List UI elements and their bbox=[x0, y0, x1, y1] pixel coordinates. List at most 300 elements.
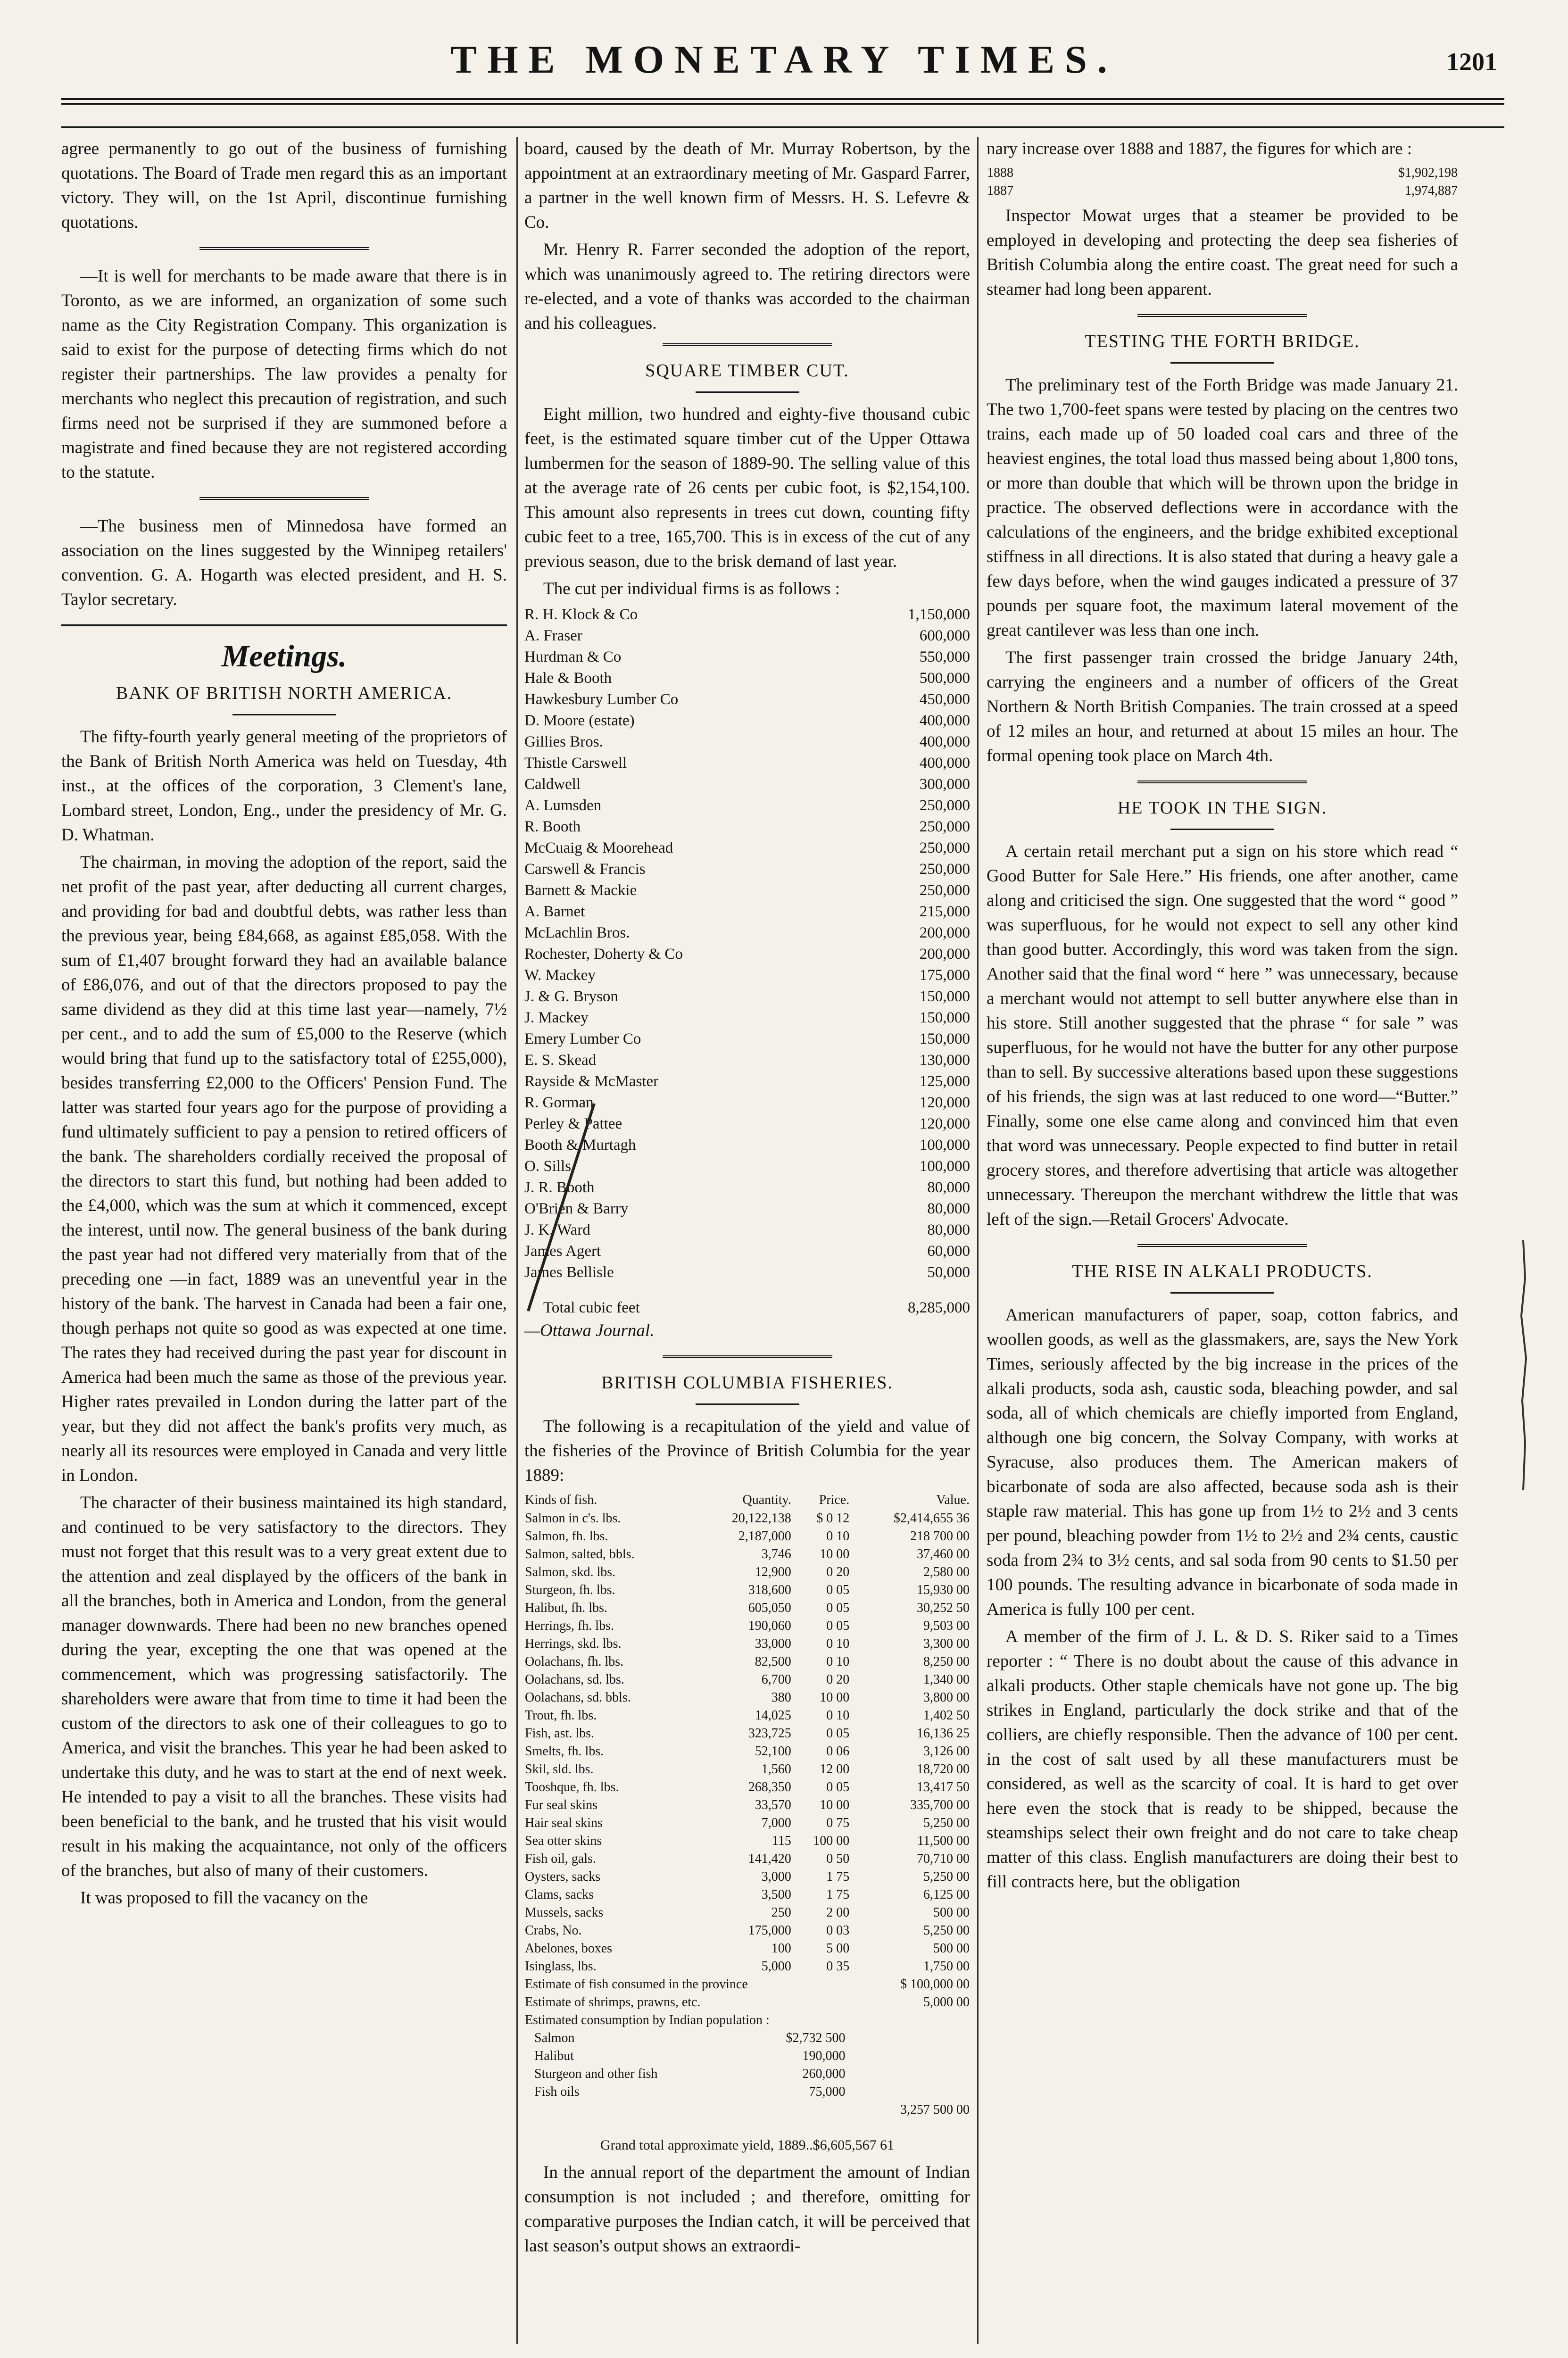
table-row bbox=[524, 1581, 970, 1599]
table-row bbox=[524, 604, 970, 625]
table-cell: Fur seal skins bbox=[525, 1798, 597, 1812]
table-row bbox=[524, 689, 970, 710]
table-row bbox=[524, 1071, 970, 1092]
table-cell: R. H. Klock & Co bbox=[524, 606, 638, 623]
paragraph: The chairman, in moving the adoption of the report, said the net profit of the past year, after deducting all current charges, and providing for bad and doubtful debts, was rather less than the previous year, being £84,668, as against £85,058. With the sum of £1,407 brought forward they had an available balance of £86,076, and out of that the directors proposed to pay the same dividend as they did at this time last year—namely, 7½ per cent., and to add the sum of £5,000 to the Reserve (which would bring that fund up to the satisfactory total of £255,000), besides transferring £2,000 to the Officers' Pension Fund. The latter was started four years ago for the purpose of providing a fund ultimately sufficient to pay a pension to retired officers of the bank. The shareholders cordially received the proposal of the directors to start this fund, but nothing had been added to the £4,000, which was the sum at which it commenced, except the interest, until now. The general business of the bank during the past year had not differed very materially from that of the preceding one —in fact, 1889 was an uneventful year in the history of the bank. The harvest in Canada had been a fair one, though perhaps not quite so good as was expected at one time. The rates they had received during the past year for discount in America had been much the same as those of the previous year. Higher rates prevailed in London during the latter part of the year, but they did not affect the bank's profits very much, as nearly all its resources were employed in Canada and very little in London. bbox=[61, 853, 507, 1485]
table-row bbox=[534, 2047, 846, 2065]
separator bbox=[663, 343, 832, 348]
indian-consumption-table bbox=[534, 2029, 846, 2101]
table-cell bbox=[871, 2011, 970, 2029]
table-cell: 250,000 bbox=[919, 797, 970, 814]
table-cell: Fish oil, gals. bbox=[525, 1852, 596, 1866]
table-cell: 50,000 bbox=[927, 1264, 970, 1281]
year-figures bbox=[987, 164, 1458, 200]
table-cell: Barnett & Mackie bbox=[524, 882, 637, 899]
table-cell: 190,000 bbox=[802, 2049, 846, 2063]
table-cell: 1,974,887 bbox=[1405, 183, 1458, 198]
table-cell: Gillies Bros. bbox=[524, 733, 603, 750]
table-cell: 130,000 bbox=[919, 1052, 970, 1069]
table-cell: 250,000 bbox=[919, 861, 970, 878]
masthead-title: THE MONETARY TIMES. bbox=[450, 38, 1118, 82]
table-cell: 100,000 bbox=[919, 1137, 970, 1154]
table-cell: 120,000 bbox=[919, 1115, 970, 1132]
table-cell: 12 00 bbox=[820, 1762, 850, 1777]
table-cell: 5,000 bbox=[761, 1959, 791, 1974]
table-cell: Smelts, fh. lbs. bbox=[525, 1744, 604, 1759]
table-cell: 37,460 00 bbox=[917, 1547, 970, 1561]
table-cell: 82,500 bbox=[755, 1654, 791, 1669]
table-cell: 1,402 50 bbox=[923, 1708, 970, 1723]
paragraph: —It is well for merchants to be made aware that there is in Toronto, as we are informed, an organization of some such name as the City Registration Company. This organization is said to exist for the purpose of detecting firms which do not register their partnerships. The law provides a penalty for merchants who neglect this precaution of registration, and such firms need not be surprised if they are summoned before a magistrate and fined because they are not registered according to the statute. bbox=[61, 266, 507, 482]
table-cell: 215,000 bbox=[919, 903, 970, 920]
paragraph: In the annual report of the department the amount of Indian consumption is not included ; and therefore, omitting for comparative purposes the Indian catch, it will be perceived that last season's output shows an extraordi- bbox=[524, 2163, 970, 2256]
table-row bbox=[524, 1528, 970, 1545]
column-header: Kinds of fish. bbox=[525, 1493, 597, 1507]
table-row bbox=[524, 1725, 970, 1743]
table-cell: Perley & Pattee bbox=[524, 1115, 622, 1132]
table-row bbox=[524, 1976, 970, 1993]
paragraph: Inspector Mowat urges that a steamer be provided to be employed in developing and protecting the deep sea fisheries of British Columbia along the entire coast. The great need for such a steamer had long been apparent. bbox=[987, 206, 1458, 299]
table-cell: McCuaig & Moorehead bbox=[524, 839, 673, 856]
table-cell: A. Barnet bbox=[524, 903, 585, 920]
table-cell: Salmon, salted, bbls. bbox=[525, 1547, 635, 1561]
table-cell: 200,000 bbox=[919, 924, 970, 941]
table-cell: 2,187,000 bbox=[738, 1529, 791, 1544]
table-cell: 0 10 bbox=[826, 1529, 850, 1544]
table-cell: 20,122,138 bbox=[731, 1511, 791, 1526]
table-cell: 141,420 bbox=[748, 1852, 791, 1866]
table-row bbox=[524, 1993, 970, 2011]
table-cell: 3,000 bbox=[761, 1869, 791, 1884]
separator bbox=[663, 1355, 832, 1360]
table-cell: 0 10 bbox=[826, 1708, 850, 1723]
table-cell: 605,050 bbox=[748, 1601, 791, 1615]
table-cell: 7,000 bbox=[761, 1816, 791, 1830]
table-cell: 500 00 bbox=[933, 1905, 970, 1920]
table-cell: 80,000 bbox=[927, 1179, 970, 1196]
table-cell: 5 00 bbox=[826, 1941, 850, 1956]
table-cell: Fish oils bbox=[534, 2084, 580, 2099]
table-row bbox=[524, 859, 970, 880]
table-cell: Estimated consumption by Indian population : bbox=[525, 2013, 770, 2027]
table-cell: W. Mackey bbox=[524, 967, 596, 984]
table-cell: Hair seal skins bbox=[525, 1816, 603, 1830]
table-cell: 6,125 00 bbox=[923, 1887, 970, 1902]
table-cell: Tooshque, fh. lbs. bbox=[525, 1780, 619, 1794]
table-cell: 1 75 bbox=[826, 1869, 850, 1884]
table-cell: 80,000 bbox=[927, 1200, 970, 1217]
table-cell: J. & G. Bryson bbox=[524, 988, 618, 1005]
source-credit: —Ottawa Journal. bbox=[524, 1321, 655, 1340]
table-row bbox=[524, 1760, 970, 1778]
table-cell: 3,126 00 bbox=[923, 1744, 970, 1759]
table-cell: 15,930 00 bbox=[917, 1583, 970, 1597]
section-title-meetings: Meetings. bbox=[221, 639, 347, 673]
table-cell: 0 50 bbox=[826, 1852, 850, 1866]
table-cell: 0 05 bbox=[826, 1619, 850, 1633]
table-cell: 335,700 00 bbox=[910, 1798, 970, 1812]
article-heading: TESTING THE FORTH BRIDGE. bbox=[1085, 332, 1360, 351]
table-cell: Salmon, fh. lbs. bbox=[525, 1529, 608, 1544]
table-cell: Hurdman & Co bbox=[524, 648, 622, 665]
table-cell: Oolachans, fh. lbs. bbox=[525, 1654, 624, 1669]
table-cell: E. S. Skead bbox=[524, 1052, 597, 1069]
indian-total-value: 3,257 500 00 bbox=[900, 2102, 970, 2117]
table-cell: 115 bbox=[772, 1834, 791, 1848]
table-cell: 5,000 00 bbox=[923, 1995, 970, 2009]
table-row bbox=[524, 710, 970, 731]
table-cell: 250 bbox=[771, 1905, 791, 1920]
table-cell: J. R. Booth bbox=[524, 1179, 595, 1196]
paragraph: The fifty-fourth yearly general meeting of the proprietors of the Bank of British North America was held on Tuesday, 4th inst., at the offices of the corporation, 3 Clement's lane, Lombard street, London, Eng., under the presidency of Mr. G. D. Whatman. bbox=[61, 727, 507, 845]
table-cell: 500 00 bbox=[933, 1941, 970, 1956]
table-cell: 0 10 bbox=[826, 1636, 850, 1651]
table-cell: 260,000 bbox=[802, 2067, 846, 2081]
table-cell: $ 100,000 00 bbox=[900, 1977, 970, 1992]
table-cell: 0 35 bbox=[826, 1959, 850, 1974]
table-cell: 1 75 bbox=[826, 1887, 850, 1902]
table-cell: 323,725 bbox=[748, 1726, 791, 1741]
table-row bbox=[524, 880, 970, 901]
table-cell: Oysters, sacks bbox=[525, 1869, 601, 1884]
separator bbox=[696, 1403, 799, 1405]
table-cell: Emery Lumber Co bbox=[524, 1030, 641, 1047]
table-row bbox=[987, 164, 1458, 182]
paragraph: nary increase over 1888 and 1887, the figures for which are : bbox=[987, 139, 1412, 158]
article-heading: HE TOOK IN THE SIGN. bbox=[1117, 798, 1327, 818]
table-cell: 0 20 bbox=[826, 1565, 850, 1579]
table-cell: Salmon bbox=[534, 2031, 575, 2045]
header-rule-top bbox=[61, 98, 1504, 100]
table-cell: 52,100 bbox=[755, 1744, 791, 1759]
table-cell: 1888 bbox=[987, 166, 1013, 180]
article-heading: SQUARE TIMBER CUT. bbox=[645, 361, 849, 381]
separator bbox=[1170, 1292, 1274, 1294]
paragraph: The first passenger train crossed the bridge January 24th, carrying the engineers and a number of officers of the Great Northern & North British Companies. The train crossed at a speed of 12 miles an hour, and returned at about 15 miles an hour. The formal opening took place on March 4th. bbox=[987, 648, 1458, 765]
column-header: Value. bbox=[936, 1493, 970, 1507]
table-cell: 60,000 bbox=[927, 1243, 970, 1260]
table-cell: 100,000 bbox=[919, 1158, 970, 1175]
table-cell: 2,580 00 bbox=[923, 1565, 970, 1579]
table-row bbox=[524, 668, 970, 689]
column-3 bbox=[987, 137, 1458, 1897]
table-cell: 5,250 00 bbox=[923, 1923, 970, 1938]
table-cell: 2 00 bbox=[826, 1905, 850, 1920]
table-cell: 3,800 00 bbox=[923, 1690, 970, 1705]
paragraph: The cut per individual firms is as follows : bbox=[543, 579, 840, 598]
table-cell: 10 00 bbox=[820, 1547, 850, 1561]
table-cell: Halibut, fh. lbs. bbox=[525, 1601, 607, 1615]
separator bbox=[1170, 829, 1274, 830]
table-row bbox=[524, 1671, 970, 1689]
table-cell: 400,000 bbox=[919, 733, 970, 750]
separator bbox=[1170, 362, 1274, 364]
table-cell: 190,060 bbox=[748, 1619, 791, 1633]
table-cell: A. Lumsden bbox=[524, 797, 602, 814]
table-row bbox=[524, 944, 970, 965]
total-label: Total cubic feet bbox=[543, 1299, 640, 1316]
paragraph: Eight million, two hundred and eighty-five thousand cubic feet, is the estimated square timber cut of the Upper Ottawa lumbermen for the season of 1889-90. The selling value of this at the average rate of 26 cents per cubic foot, is $2,154,100. This amount also represents in trees cut down, counting fifty cubic feet to a tree, 165,700. This is in excess of the cut of any previous season, due to the brisk demand of last year. bbox=[524, 405, 970, 571]
table-row bbox=[524, 1563, 970, 1581]
table-cell: 300,000 bbox=[919, 776, 970, 793]
table-row bbox=[524, 1545, 970, 1563]
table-row bbox=[524, 1689, 970, 1707]
table-cell: 30,252 50 bbox=[917, 1601, 970, 1615]
total-value: 8,285,000 bbox=[908, 1299, 970, 1316]
table-row bbox=[524, 625, 970, 647]
paragraph: agree permanently to go out of the business of furnishing quotations. The Board of Trade men regard this as an important victory. They will, on the 1st April, discontinue furnishing quotations. bbox=[61, 139, 507, 232]
table-cell: Abelones, boxes bbox=[525, 1941, 613, 1956]
table-cell: 175,000 bbox=[919, 967, 970, 984]
table-row bbox=[534, 2065, 846, 2083]
table-row bbox=[524, 753, 970, 774]
table-cell: 150,000 bbox=[919, 1030, 970, 1047]
column-header: Price. bbox=[819, 1493, 850, 1507]
table-row bbox=[524, 1050, 970, 1071]
table-cell: 600,000 bbox=[919, 627, 970, 644]
table-row bbox=[524, 986, 970, 1007]
column-1 bbox=[61, 137, 507, 1913]
paragraph: —The business men of Minnedosa have formed an association on the lines suggested by the Winnipeg retailers' convention. G. A. Hogarth was elected president, and H. S. Taylor secretary. bbox=[61, 516, 507, 609]
table-cell: 150,000 bbox=[919, 1009, 970, 1026]
table-cell: 6,700 bbox=[761, 1672, 791, 1687]
table-cell: 1,150,000 bbox=[908, 606, 970, 623]
table-row bbox=[524, 1635, 970, 1653]
table-row bbox=[524, 1940, 970, 1958]
table-cell: 250,000 bbox=[919, 882, 970, 899]
pen-stroke-mark bbox=[519, 1099, 599, 1316]
table-row bbox=[534, 2029, 846, 2047]
table-cell: O. Sills bbox=[524, 1158, 572, 1175]
separator bbox=[696, 391, 799, 393]
paragraph: A member of the firm of J. L. & D. S. Riker said to a Times reporter : “ There is no doubt about the cause of this advance in alkali products. Other staple chemicals have not gone up. The big strikes in England, particularly the dock strike and that of the colliers, are chiefly responsible. Then the advance of 100 per cent. in the cost of salt used by all these manufacturers must be considered, as well as the scarcity of coal. It is hard to get over here even the stock that is ready to be shipped, because the steamships select their own freight and do not care to take cheap matter of this class. English manufacturers are doing their best to fill contracts here, but the obligation bbox=[987, 1627, 1458, 1892]
table-row bbox=[524, 1886, 970, 1904]
paragraph: The following is a recapitulation of the yield and value of the fisheries of the Province of British Columbia for the year 1889: bbox=[524, 1417, 970, 1485]
table-cell: Isinglass, lbs. bbox=[525, 1959, 597, 1974]
table-cell: Salmon in c's. lbs. bbox=[525, 1511, 621, 1526]
table-cell: J. K. Ward bbox=[524, 1221, 590, 1238]
table-row bbox=[524, 1796, 970, 1814]
table-cell: 450,000 bbox=[919, 691, 970, 708]
page-number: 1201 bbox=[1446, 48, 1497, 76]
table-cell: Thistle Carswell bbox=[524, 755, 627, 772]
table-cell: Oolachans, sd. bbls. bbox=[525, 1690, 631, 1705]
table-cell: 33,570 bbox=[755, 1798, 791, 1812]
table-cell: 1,340 00 bbox=[923, 1672, 970, 1687]
table-cell: 175,000 bbox=[748, 1923, 791, 1938]
table-cell: 100 00 bbox=[813, 1834, 850, 1848]
table-cell: R. Gorman bbox=[524, 1094, 594, 1111]
table-cell: Clams, sacks bbox=[525, 1887, 594, 1902]
table-row bbox=[524, 1743, 970, 1760]
table-cell: Sturgeon and other fish bbox=[534, 2067, 658, 2081]
table-cell: 14,025 bbox=[755, 1708, 791, 1723]
table-cell: 400,000 bbox=[919, 755, 970, 772]
table-cell: Skil, sld. lbs. bbox=[525, 1762, 594, 1777]
table-cell: A. Fraser bbox=[524, 627, 582, 644]
article-heading: BANK OF BRITISH NORTH AMERICA. bbox=[116, 683, 453, 703]
article-heading: BRITISH COLUMBIA FISHERIES. bbox=[601, 1373, 893, 1393]
table-cell: Herrings, fh. lbs. bbox=[525, 1619, 614, 1633]
table-cell: James Agert bbox=[524, 1243, 601, 1260]
table-cell: $ 0 12 bbox=[816, 1511, 850, 1526]
table-cell: Herrings, skd. lbs. bbox=[525, 1636, 622, 1651]
table-cell: 8,250 00 bbox=[923, 1654, 970, 1669]
table-cell: Halibut bbox=[534, 2049, 574, 2063]
table-cell: 500,000 bbox=[919, 670, 970, 687]
table-row bbox=[524, 922, 970, 944]
table-cell: D. Moore (estate) bbox=[524, 712, 635, 729]
paragraph: It was proposed to fill the vacancy on the bbox=[80, 1888, 368, 1908]
table-cell: 80,000 bbox=[927, 1221, 970, 1238]
paragraph: board, caused by the death of Mr. Murray Robertson, by the appointment at an extraordinary meeting of Mr. Gaspard Farrer, a partner in the well known firm of Messrs. H. S. Lefevre & Co. bbox=[524, 139, 970, 232]
table-cell: Rochester, Doherty & Co bbox=[524, 946, 683, 963]
header-rule-bottom bbox=[61, 103, 1504, 105]
table-cell: 10 00 bbox=[820, 1798, 850, 1812]
separator bbox=[1137, 780, 1307, 785]
table-cell: 400,000 bbox=[919, 712, 970, 729]
table-cell: James Bellisle bbox=[524, 1264, 614, 1281]
table-row bbox=[524, 1653, 970, 1671]
table-cell: 0 05 bbox=[826, 1601, 850, 1615]
table-cell: Mussels, sacks bbox=[525, 1905, 604, 1920]
separator bbox=[199, 497, 369, 502]
table-row bbox=[524, 1007, 970, 1029]
table-cell: Carswell & Francis bbox=[524, 861, 646, 878]
table-cell: 0 10 bbox=[826, 1654, 850, 1669]
table-cell: 3,300 00 bbox=[923, 1636, 970, 1651]
table-cell: 5,250 00 bbox=[923, 1816, 970, 1830]
table-row bbox=[524, 965, 970, 986]
table-cell: 70,710 00 bbox=[917, 1852, 970, 1866]
paragraph: The character of their business maintained its high standard, and continued to be very satisfactory to the directors. They must not forget that this result was to a very great extent due to the attention and zeal displayed by the officers of the bank in all the branches, both in America and London, from the general manager downwards. There had been no new branches opened during the year, excepting the one that was opened at the commencement, which was progressing satisfactorily. The shareholders were aware that from time to time it had been the custom of the directors to ask one of their colleagues to go to America, and visit the branches. This year he had been asked to undertake this duty, and he was to start at the end of next week. He intended to pay a visit to all the branches. These visits had been beneficial to the bank, and he trusted that his visit would result in his making the acquaintance, not only of the officers of the branches, but also of many of their customers. bbox=[61, 1493, 507, 1880]
table-row bbox=[524, 774, 970, 795]
fisheries-extra bbox=[524, 1976, 970, 2029]
table-cell: 1887 bbox=[987, 183, 1013, 198]
table-cell: 11,500 00 bbox=[917, 1834, 970, 1848]
table-cell: 318,600 bbox=[748, 1583, 791, 1597]
fisheries-table bbox=[524, 1491, 970, 1976]
table-row bbox=[524, 1778, 970, 1796]
table-cell: Sturgeon, fh. lbs. bbox=[525, 1583, 615, 1597]
column-divider bbox=[977, 137, 979, 2344]
table-cell: 268,350 bbox=[748, 1780, 791, 1794]
table-row bbox=[524, 1904, 970, 1922]
separator bbox=[1137, 314, 1307, 319]
table-cell: J. Mackey bbox=[524, 1009, 589, 1026]
table-cell: 0 06 bbox=[826, 1744, 850, 1759]
table-row bbox=[524, 647, 970, 668]
table-row bbox=[524, 816, 970, 838]
table-row bbox=[524, 1832, 970, 1850]
table-row bbox=[524, 1617, 970, 1635]
table-cell: 0 05 bbox=[826, 1726, 850, 1741]
table-row bbox=[987, 182, 1458, 200]
table-cell: 1,560 bbox=[761, 1762, 791, 1777]
indian-total bbox=[524, 2101, 970, 2119]
table-cell: Booth & Murtagh bbox=[524, 1137, 636, 1154]
table-cell: Hawkesbury Lumber Co bbox=[524, 691, 679, 708]
table-cell: 250,000 bbox=[919, 818, 970, 835]
table-cell: Rayside & McMaster bbox=[524, 1073, 659, 1090]
table-row bbox=[524, 1868, 970, 1886]
table-cell: O'Brien & Barry bbox=[524, 1200, 629, 1217]
table-cell: 12,900 bbox=[755, 1565, 791, 1579]
table-cell: 33,000 bbox=[755, 1636, 791, 1651]
table-cell: 10 00 bbox=[820, 1690, 850, 1705]
table-row bbox=[524, 1707, 970, 1725]
table-cell: $2,732 500 bbox=[786, 2031, 846, 2045]
table-cell: 18,720 00 bbox=[917, 1762, 970, 1777]
table-cell: Crabs, No. bbox=[525, 1923, 582, 1938]
table-cell: 550,000 bbox=[919, 648, 970, 665]
table-row bbox=[524, 1599, 970, 1617]
table-cell: 1,750 00 bbox=[923, 1959, 970, 1974]
table-row bbox=[524, 795, 970, 816]
table-cell: 218 700 00 bbox=[910, 1529, 970, 1544]
column-header: Quantity. bbox=[742, 1493, 791, 1507]
separator bbox=[61, 624, 507, 626]
table-cell: 3,500 bbox=[761, 1887, 791, 1902]
table-row bbox=[534, 2083, 846, 2101]
table-cell: 3,746 bbox=[761, 1547, 791, 1561]
table-cell: 100 bbox=[771, 1941, 791, 1956]
table-cell: 120,000 bbox=[919, 1094, 970, 1111]
table-cell: Fish, ast. lbs. bbox=[525, 1726, 595, 1741]
paragraph: American manufacturers of paper, soap, cotton fabrics, and woollen goods, as well as the glassmakers, are, says the New York Times, seriously affected by the big increase in the prices of the alkali products, soda ash, caustic soda, bleaching powder, and sal soda, all of which chemicals are chiefly imported from England, although one big concern, the Solvay Company, with works at Syracuse, also produces them. The American makers of bicarbonate of soda are also affected, because soda ash is their staple raw material. This has gone up from 1½ to 2½ and 3 cents per pound, bleaching powder from 1½ to 2½ and 2¾ cents, caustic soda from 2¾ to 3½ cents, and sal soda from 90 cents to $1.50 per 100 pounds. The resulting advance in bicarbonate of soda made in America is fully 100 per cent. bbox=[987, 1305, 1458, 1619]
table-cell: Trout, fh. lbs. bbox=[525, 1708, 597, 1723]
table-cell: 13,417 50 bbox=[917, 1780, 970, 1794]
table-cell: Estimate of fish consumed in the province bbox=[525, 1977, 748, 1992]
paragraph: Mr. Henry R. Farrer seconded the adoption of the report, which was unanimously agreed to. The retiring directors were re-elected, and a vote of thanks was accorded to the chairman and his colleagues. bbox=[524, 240, 970, 333]
table-cell: 380 bbox=[771, 1690, 791, 1705]
table-row bbox=[524, 1850, 970, 1868]
table-row bbox=[524, 1922, 970, 1940]
table-cell: Sea otter skins bbox=[525, 1834, 602, 1848]
table-cell: 16,136 25 bbox=[917, 1726, 970, 1741]
column-divider bbox=[516, 137, 518, 2344]
table-row bbox=[524, 1814, 970, 1832]
table-cell: 0 05 bbox=[826, 1780, 850, 1794]
table-cell: 200,000 bbox=[919, 946, 970, 963]
table-cell: 150,000 bbox=[919, 988, 970, 1005]
grand-total: Grand total approximate yield, 1889..$6,605,567 61 bbox=[600, 2137, 895, 2153]
table-row bbox=[524, 731, 970, 753]
table-cell: 5,250 00 bbox=[923, 1869, 970, 1884]
separator bbox=[232, 714, 336, 715]
table-row bbox=[524, 1029, 970, 1050]
table-cell: R. Booth bbox=[524, 818, 581, 835]
table-cell: Caldwell bbox=[524, 776, 581, 793]
table-cell: Oolachans, sd. lbs. bbox=[525, 1672, 624, 1687]
table-cell: Salmon, skd. lbs. bbox=[525, 1565, 616, 1579]
separator bbox=[1137, 1244, 1307, 1249]
table-cell: $2,414,655 36 bbox=[894, 1511, 970, 1526]
separator bbox=[199, 247, 369, 252]
table-row bbox=[524, 901, 970, 922]
table-cell: 75,000 bbox=[809, 2084, 846, 2099]
table-row bbox=[524, 2011, 970, 2029]
table-cell: Hale & Booth bbox=[524, 670, 612, 687]
table-row bbox=[524, 838, 970, 859]
table-cell: 0 20 bbox=[826, 1672, 850, 1687]
paragraph: A certain retail merchant put a sign on his store which read “ Good Butter for Sale Here.” His friends, one after another, came along and criticised the sign. One suggested that the word “ good ” was superfluous, for he would not expect to sell any other kind than good butter. Accordingly, this word was taken from the sign. Another said that the final word “ here ” was unnecessary, because a merchant would not attempt to sell butter anywhere else than in his store. Still another suggested that the phrase “ for sale ” was superfluous, for he would not have the butter for any other purpose than to sell. By successive alterations based upon these suggestions of his friends, the sign was at last reduced to one word—“Butter.” Finally, some one else came along and convinced him that even that word was unnecessary. People expected to find butter in retail grocery stores, and therefore advertising that article was altogether unnecessary. Thereupon the merchant withdrew the little that was left of the sign.—Retail Grocers' Advocate. bbox=[987, 842, 1458, 1229]
table-cell: McLachlin Bros. bbox=[524, 924, 630, 941]
table-cell: Estimate of shrimps, prawns, etc. bbox=[525, 1995, 701, 2009]
article-heading: THE RISE IN ALKALI PRODUCTS. bbox=[1072, 1262, 1373, 1281]
table-cell: 0 05 bbox=[826, 1583, 850, 1597]
table-row bbox=[524, 1958, 970, 1976]
